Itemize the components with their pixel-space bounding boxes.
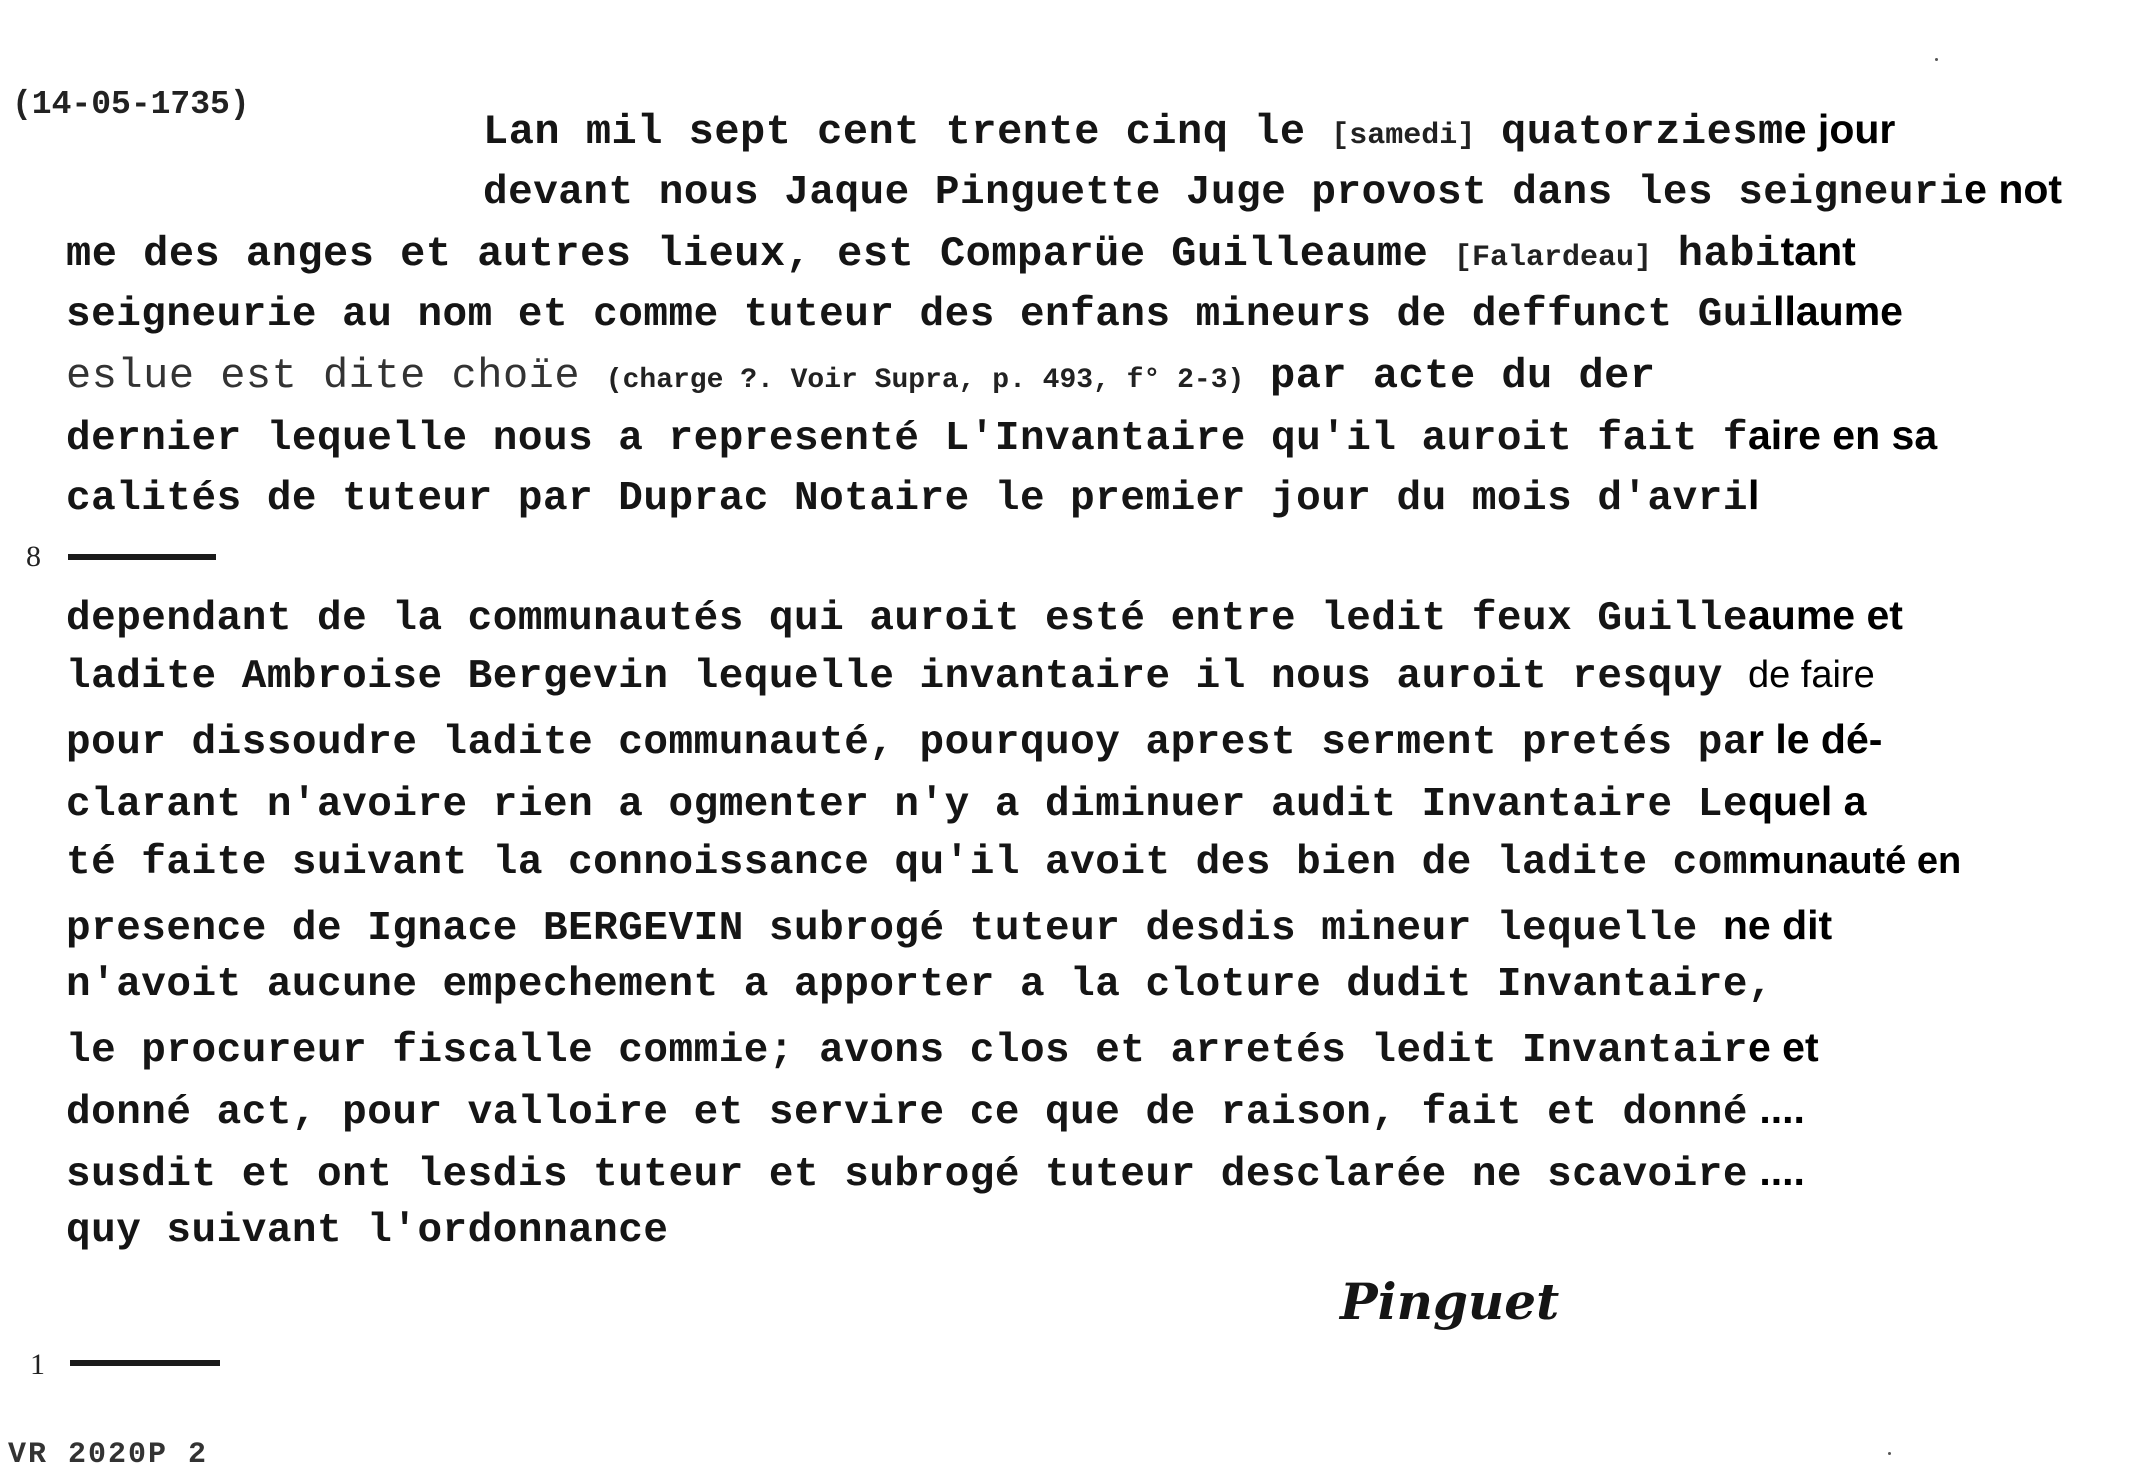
text-line-10 <box>66 716 1882 766</box>
line-10-text: pour dissoudre ladite communauté, pourquoy aprest serment pretés pa <box>66 720 1748 766</box>
line-5-text-2: par acte du der <box>1244 352 1656 400</box>
line-13-overlay: ne dit <box>1722 902 1833 948</box>
note-rule-1 <box>70 1360 220 1366</box>
signature: Pinguet <box>1340 1272 1560 1331</box>
text-line-7 <box>66 472 1759 522</box>
text-line-4 <box>66 288 1903 338</box>
scan-speck <box>1935 58 1938 61</box>
line-4-text: seigneurie au nom et comme tuteur des enfans mineurs de deffunct Gui <box>66 292 1774 338</box>
line-18-text: quy suivant l'ordonnance <box>66 1208 669 1254</box>
line-12-overlay: munauté en <box>1747 840 1962 882</box>
line-16-overlay: .... <box>1747 1086 1805 1132</box>
text-line-13 <box>66 902 1832 952</box>
line-9-text: ladite Ambroise Bergevin lequelle invantaire il nous auroit resquy <box>66 654 1748 700</box>
line-1-overlay: e jour <box>1783 106 1896 152</box>
note-mark-8: 8 <box>26 540 41 573</box>
text-line-3 <box>66 228 1856 278</box>
line-3-overlay: tant <box>1780 228 1856 274</box>
line-8-overlay: aume et <box>1747 592 1903 638</box>
line-9-overlay: de faire <box>1747 654 1875 696</box>
text-line-5 <box>66 352 1656 400</box>
line-3-text: me des anges et autres lieux, est Comparüe Guilleaume <box>66 230 1455 278</box>
line-3-text-2: habi <box>1652 230 1781 278</box>
line-8-text: dependant de la communautés qui auroit esté entre ledit feux Guille <box>66 596 1748 642</box>
line-2-overlay: e not <box>1964 166 2063 212</box>
line-11-overlay: quel a <box>1747 778 1867 824</box>
document-date: (14-05-1735) <box>12 86 250 123</box>
line-1-bracket: [samedi] <box>1331 119 1476 153</box>
text-line-12 <box>66 840 1961 886</box>
text-line-8 <box>66 592 1903 642</box>
line-12-text: té faite suivant la connoissance qu'il avoit des bien de ladite com <box>66 840 1748 886</box>
text-line-9 <box>66 654 1875 700</box>
line-5-bracket: (charge ?. Voir Supra, p. 493, f° 2-3) <box>605 365 1245 396</box>
line-15-overlay: e et <box>1747 1024 1819 1070</box>
text-line-11 <box>66 778 1866 828</box>
line-11-text: clarant n'avoire rien a ogmenter n'y a diminuer audit Invantaire Le <box>66 782 1748 828</box>
line-2-text: devant nous Jaque Pinguette Juge provost dans les seigneuri <box>483 170 1965 216</box>
line-13-text: presence de Ignace BERGEVIN subrogé tuteur desdis mineur lequelle <box>66 906 1723 952</box>
line-1-text: Lan mil sept cent trente cinq le <box>483 108 1332 156</box>
note-mark-1: 1 <box>30 1348 45 1381</box>
text-line-6 <box>66 412 1937 462</box>
line-5-text: eslue est dite choïe <box>66 352 606 400</box>
text-line-2 <box>483 166 2062 216</box>
text-line-17 <box>66 1148 1805 1198</box>
line-7-text: calités de tuteur par Duprac Notaire le premier jour du mois d'avri <box>66 476 1748 522</box>
line-1-text-2: quatorziesm <box>1475 108 1784 156</box>
line-16-text: donné act, pour valloire et servire ce que de raison, fait et donné <box>66 1090 1748 1136</box>
line-14-text: n'avoit aucune empechement a apporter a la cloture dudit Invantaire, <box>66 962 1774 1008</box>
text-line-15 <box>66 1024 1819 1074</box>
text-line-14 <box>66 962 1773 1008</box>
line-17-text: susdit et ont lesdis tuteur et subrogé tuteur desclarée ne scavoire <box>66 1152 1748 1198</box>
footer-reference: VR 2020P 2 <box>8 1438 209 1472</box>
line-6-text: dernier lequelle nous a representé L'Invantaire qu'il auroit fait f <box>66 416 1748 462</box>
line-4-overlay: llaume <box>1773 288 1903 334</box>
line-6-overlay: aire en sa <box>1747 412 1938 458</box>
line-10-overlay: r le dé- <box>1747 716 1883 762</box>
text-line-1 <box>483 106 1895 156</box>
line-15-text: le procureur fiscalle commie; avons clos et arretés ledit Invantair <box>66 1028 1748 1074</box>
line-17-overlay: .... <box>1747 1148 1805 1194</box>
text-line-18 <box>66 1208 669 1254</box>
scan-speck <box>1888 1452 1891 1455</box>
text-line-16 <box>66 1086 1805 1136</box>
line-7-overlay: l <box>1747 472 1760 518</box>
note-rule-8 <box>68 554 216 560</box>
line-3-bracket: [Falardeau] <box>1454 241 1653 275</box>
